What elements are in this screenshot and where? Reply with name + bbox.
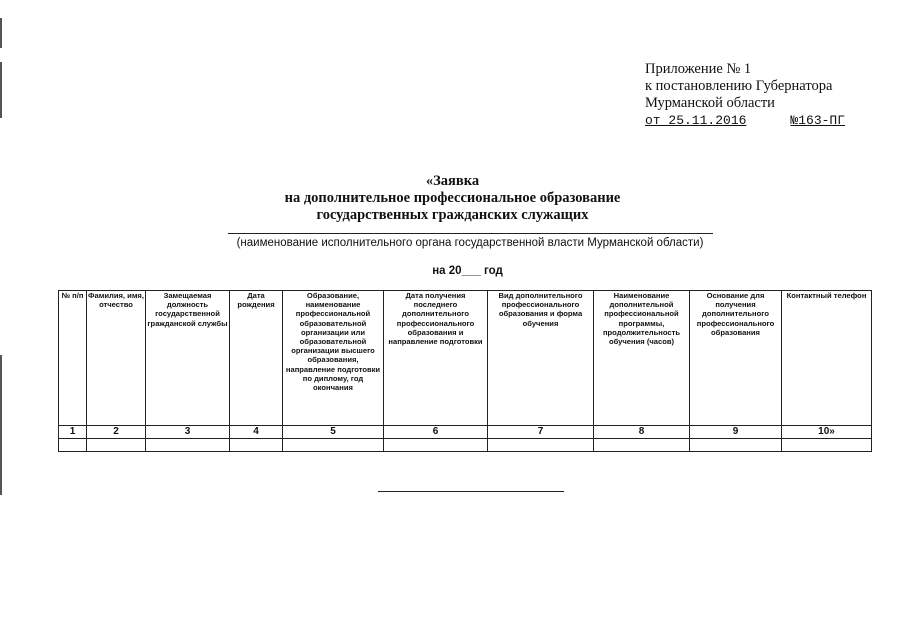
appendix-resolution: к постановлению Губернатора: [645, 78, 833, 94]
col-number-9: 9: [690, 426, 782, 439]
document-title: [0, 173, 905, 224]
table-row: [59, 439, 872, 452]
col-number-6: 6: [384, 426, 488, 439]
header-col-3: Замещаемая должность государственной гражданской службы: [146, 291, 230, 426]
col-number-7: 7: [488, 426, 594, 439]
col-number-4: 4: [230, 426, 283, 439]
table-number-row: [59, 426, 872, 439]
table-cell: [384, 439, 488, 452]
header-col-6: Дата получения последнего дополнительного профессионального образования и направление подготовки: [384, 291, 488, 426]
col-number-1: 1: [59, 426, 87, 439]
year-line: на 20___ год: [432, 265, 503, 277]
org-name-caption: (наименование исполнительного органа государственной власти Мурманской области): [236, 237, 704, 249]
appendix-number: №163-ПГ: [790, 113, 846, 128]
table-cell: [283, 439, 384, 452]
header-col-10: Контактный телефон: [782, 291, 872, 426]
title-line-1: «Заявка: [425, 173, 480, 189]
title-line-3: государственных гражданских служащих: [316, 207, 589, 223]
col-number-2: 2: [87, 426, 146, 439]
table-cell: [690, 439, 782, 452]
appendix-title: Приложение № 1: [645, 61, 752, 77]
header-col-5: Образование, наименование профессиональной образовательной организации или образовательной организации высшего образования, направление подготовки по диплому, год окончания: [283, 291, 384, 426]
header-col-9: Основание для получения дополнительного профессионального образования: [690, 291, 782, 426]
appendix-date-line: [645, 112, 900, 129]
table-cell: [782, 439, 872, 452]
header-col-8: Наименование дополнительной профессиональной программы, продолжительность обучения (часов): [594, 291, 690, 426]
col-number-10: 10»: [782, 426, 872, 439]
table-cell: [230, 439, 283, 452]
appendix-region: Мурманской области: [645, 95, 775, 111]
title-line-2: на дополнительное профессиональное образование: [284, 190, 621, 206]
table-cell: [488, 439, 594, 452]
table-header-row: [59, 291, 872, 426]
org-name-fill-line: [228, 233, 713, 234]
header-col-4: Дата рождения: [230, 291, 283, 426]
application-table: [58, 290, 872, 452]
footer-separator-line: [378, 491, 564, 492]
appendix-date: от 25.11.2016: [645, 113, 747, 128]
col-number-5: 5: [283, 426, 384, 439]
scan-edge-mark-middle: [0, 62, 2, 118]
table-cell: [146, 439, 230, 452]
header-col-7: Вид дополнительного профессионального образования и форма обучения: [488, 291, 594, 426]
table-cell: [59, 439, 87, 452]
appendix-date-underline: [746, 112, 790, 129]
col-number-3: 3: [146, 426, 230, 439]
appendix-block: [645, 61, 900, 129]
table-cell: [594, 439, 690, 452]
col-number-8: 8: [594, 426, 690, 439]
table-cell: [87, 439, 146, 452]
header-col-2: Фамилия, имя, отчество: [87, 291, 146, 426]
scan-edge-mark-top: [0, 18, 2, 48]
header-col-1: № п/п: [59, 291, 87, 426]
scan-edge-mark-bottom: [0, 355, 2, 495]
